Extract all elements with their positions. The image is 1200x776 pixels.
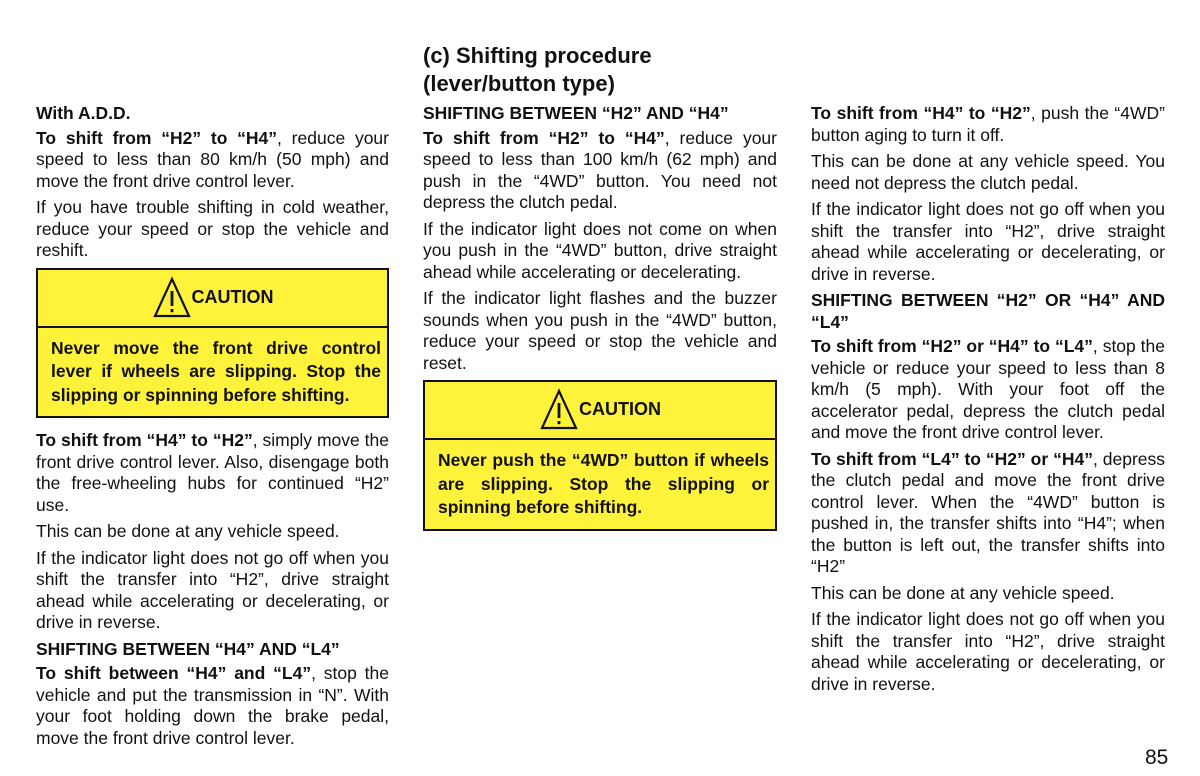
column-right bbox=[811, 103, 1165, 700]
caution-box bbox=[36, 268, 389, 419]
lead-text: To shift from “H2” to “H4” bbox=[36, 127, 278, 148]
caution-text: Never move the front drive control lever if wheels are slipping. Stop the slipping or spinning before shifting. bbox=[51, 337, 381, 405]
lead-text: To shift from “H4” to “H2” bbox=[36, 430, 253, 450]
paragraph: If the indicator light does not go off when you shift the transfer into “H2”, drive straight ahead while accelerating or decelerating, or drive in reverse. bbox=[811, 609, 1165, 694]
paragraph: This can be done at any vehicle speed. You need not depress the clutch pedal. bbox=[811, 151, 1165, 193]
body-text: , simply move the front drive control lever. Also, disengage both the free-wheeling hubs for continued “H2” use. bbox=[36, 430, 389, 515]
caution-box bbox=[423, 380, 777, 531]
section-title-line1: (c) Shifting procedure bbox=[423, 43, 652, 68]
section-title-line2: (lever/button type) bbox=[423, 71, 615, 96]
caution-label: CAUTION bbox=[191, 286, 274, 307]
paragraph: If the indicator light does not go off when you shift the transfer into “H2”, drive straight ahead while accelerating or decelerating, or drive in reverse. bbox=[811, 199, 1165, 284]
paragraph: This can be done at any vehicle speed. bbox=[811, 582, 1115, 603]
heading-with-add: With A.D.D. bbox=[36, 103, 131, 123]
lead-text: To shift from “L4” to “H2” or “H4” bbox=[811, 448, 1093, 469]
paragraph bbox=[811, 103, 1165, 146]
section-title bbox=[423, 42, 783, 98]
paragraph: If the indicator light does not go off when you shift the transfer into “H2”, drive straight ahead while accelerating or decelerating, or drive in reverse. bbox=[36, 547, 389, 632]
body-text: , push the “4WD” button aging to turn it off. bbox=[811, 103, 1165, 145]
paragraph bbox=[36, 128, 389, 193]
page-number: 85 bbox=[1145, 746, 1169, 769]
caution-header bbox=[425, 382, 775, 440]
warning-triangle-icon bbox=[152, 276, 192, 320]
paragraph bbox=[36, 430, 389, 516]
body-text: , stop the vehicle or reduce your speed to less than 8 km/h (5 mph). With your foot off the accelerator pedal, depress the clutch pedal and move the front drive control lever. bbox=[811, 336, 1165, 442]
heading-h2-h4: SHIFTING BETWEEN “H2” AND “H4” bbox=[423, 103, 729, 123]
lead-text: To shift from “H4” to “H2” bbox=[811, 103, 1031, 123]
caution-header bbox=[38, 270, 387, 328]
lead-text: To shift from “H2” or “H4” to “L4” bbox=[811, 336, 1093, 356]
paragraph bbox=[811, 449, 1165, 578]
body-text: , depress the clutch pedal and move the front drive control lever. When the “4WD” button is pushed in, the transfer shifts into “H4”; when the button is left out, the transfer shifts into “H2” bbox=[811, 448, 1165, 576]
body-text: , stop the vehicle and put the transmission in “N”. With your foot holding down the brake pedal, move the front drive control lever. bbox=[36, 663, 389, 748]
column-left bbox=[36, 103, 389, 754]
lead-text: To shift from “H2” to “H4” bbox=[423, 127, 665, 148]
body-text: , reduce your speed to less than 100 km/h (62 mph) and push in the “4WD” button. You need not depress the clutch pedal. bbox=[423, 127, 777, 212]
paragraph: This can be done at any vehicle speed. bbox=[36, 521, 340, 541]
paragraph: If you have trouble shifting in cold weather, reduce your speed or stop the vehicle and reshift. bbox=[36, 197, 389, 260]
caution-label: CAUTION bbox=[579, 399, 661, 420]
paragraph: If the indicator light does not come on when you push in the “4WD” button, drive straight ahead while accelerating or decelerating. bbox=[423, 218, 777, 282]
paragraph bbox=[423, 128, 777, 214]
paragraph bbox=[36, 663, 389, 749]
heading-h2h4-l4: SHIFTING BETWEEN “H2” OR “H4” AND “L4” bbox=[811, 290, 1165, 332]
warning-triangle-icon bbox=[539, 388, 579, 432]
paragraph bbox=[811, 336, 1165, 444]
body-text: , reduce your speed to less than 80 km/h (50 mph) and move the front drive control lever. bbox=[36, 127, 389, 191]
lead-text: To shift between “H4” and “L4” bbox=[36, 663, 312, 683]
column-middle bbox=[423, 103, 777, 543]
heading-h4-l4: SHIFTING BETWEEN “H4” AND “L4” bbox=[36, 638, 340, 659]
caution-text: Never push the “4WD” button if wheels are slipping. Stop the slipping or spinning before shifting. bbox=[438, 450, 769, 517]
paragraph: If the indicator light flashes and the buzzer sounds when you push in the “4WD” button, reduce your speed or stop the vehicle and reset. bbox=[423, 288, 777, 373]
